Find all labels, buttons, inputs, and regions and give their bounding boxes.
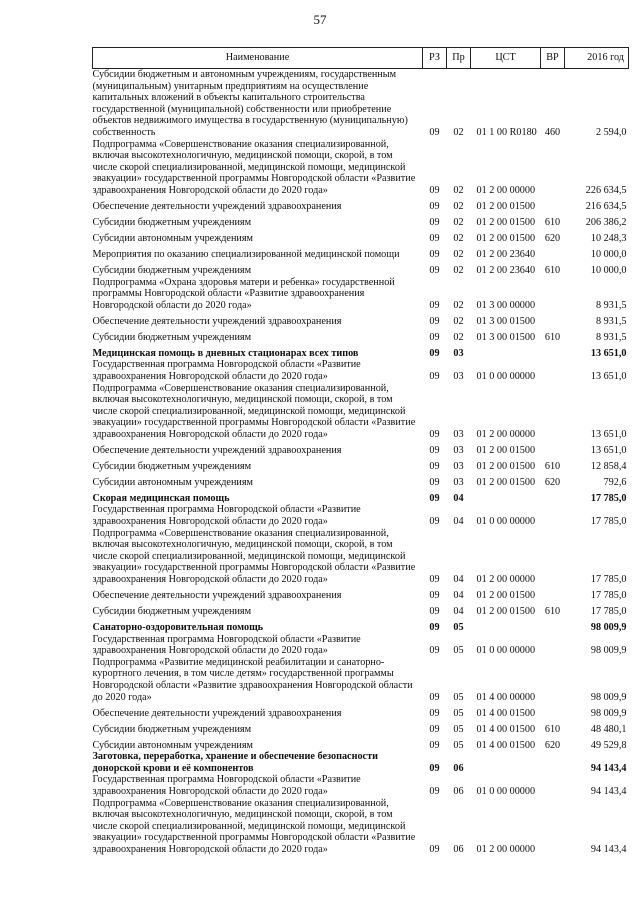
row-pr: 06 — [453, 785, 464, 797]
row-cst: 01 2 00 01500 — [476, 460, 536, 472]
row-rz: 09 — [429, 476, 440, 488]
row-cst: 01 2 00 01500 — [476, 606, 536, 618]
row-amount: 10 248,3 — [590, 232, 627, 244]
row-name: Субсидии автономным учреждениям — [92, 476, 253, 488]
table-row — [93, 774, 629, 797]
row-amount: 10 000,0 — [590, 248, 627, 260]
row-pr: 05 — [453, 691, 464, 703]
table-row — [93, 618, 629, 634]
row-cst: 01 3 00 00000 — [476, 299, 536, 311]
table-row — [93, 197, 629, 213]
row-name: Скорая медицинская помощь — [92, 492, 230, 504]
row-rz: 09 — [429, 347, 440, 359]
row-amount: 206 386,2 — [585, 216, 627, 228]
row-vr: 460 — [544, 126, 561, 138]
row-name: Санаторно-оздоровительная помощь — [92, 622, 264, 634]
row-vr: 610 — [544, 331, 561, 343]
table-row — [93, 528, 629, 586]
row-rz: 09 — [429, 516, 440, 528]
row-rz: 09 — [429, 492, 440, 504]
row-cst: 01 0 00 00000 — [476, 785, 536, 797]
row-pr: 03 — [453, 370, 464, 382]
row-cst: 01 1 00 R0180 — [476, 126, 537, 138]
row-pr: 02 — [453, 248, 464, 260]
row-rz: 09 — [429, 126, 440, 138]
row-pr: 02 — [453, 232, 464, 244]
row-pr: 06 — [453, 762, 464, 774]
table-row — [93, 488, 629, 504]
row-amount: 98 009,9 — [590, 707, 627, 719]
row-cst: 01 2 00 00000 — [476, 843, 536, 855]
row-vr — [541, 703, 565, 719]
row-cst: 01 2 00 00000 — [476, 428, 536, 440]
row-cst: 01 0 00 00000 — [476, 516, 536, 528]
row-pr: 05 — [453, 739, 464, 751]
table-row — [93, 735, 629, 751]
row-rz: 09 — [429, 460, 440, 472]
row-vr — [541, 311, 565, 327]
row-name: Обеспечение деятельности учреждений здравоохранения — [92, 707, 342, 719]
row-name: Субсидии автономным учреждениям — [92, 232, 253, 244]
table-row — [93, 277, 629, 312]
table-row — [93, 703, 629, 719]
row-pr: 02 — [453, 200, 464, 212]
table-row — [93, 213, 629, 229]
row-amount: 216 634,5 — [585, 200, 627, 212]
table-row — [93, 69, 629, 139]
row-amount: 13 651,0 — [590, 444, 627, 456]
table-row — [93, 139, 629, 197]
row-cst: 01 2 00 01500 — [476, 590, 536, 602]
row-amount: 94 143,4 — [590, 843, 627, 855]
row-pr: 05 — [453, 645, 464, 657]
column-header-rz: РЗ — [423, 48, 447, 69]
row-vr — [541, 586, 565, 602]
row-vr — [541, 528, 565, 586]
table-header — [93, 48, 629, 69]
row-pr: 03 — [453, 460, 464, 472]
row-rz: 09 — [429, 739, 440, 751]
row-vr — [541, 657, 565, 703]
row-rz: 09 — [429, 574, 440, 586]
row-pr: 04 — [453, 590, 464, 602]
row-pr: 04 — [453, 574, 464, 586]
column-header-cst: ЦСТ — [471, 48, 541, 69]
budget-table — [92, 47, 629, 856]
row-vr — [541, 774, 565, 797]
table-row — [93, 602, 629, 618]
row-rz: 09 — [429, 590, 440, 602]
row-cst: 01 2 00 23640 — [476, 264, 536, 276]
row-cst: 01 4 00 01500 — [476, 723, 536, 735]
row-amount: 17 785,0 — [590, 492, 627, 504]
row-pr: 05 — [453, 707, 464, 719]
row-name: Подпрограмма «Совершенствование оказания специализированной, включая высокотехнологичную, медицинской помощи, скорой, в том числе скорой специализированной, медицинской помощи, медицинской эвакуации» государственной программы Новгородской области «Развитие здравоохранения Новгородской области до 2020 года» — [92, 527, 416, 586]
row-rz: 09 — [429, 645, 440, 657]
row-vr — [541, 383, 565, 441]
row-amount: 12 858,4 — [590, 460, 627, 472]
row-pr: 03 — [453, 476, 464, 488]
row-rz: 09 — [429, 370, 440, 382]
row-amount: 8 931,5 — [595, 299, 627, 311]
row-amount: 13 651,0 — [590, 428, 627, 440]
row-vr: 610 — [544, 460, 561, 472]
row-rz: 09 — [429, 428, 440, 440]
row-name: Обеспечение деятельности учреждений здравоохранения — [92, 200, 342, 212]
row-amount: 792,6 — [603, 476, 627, 488]
row-vr — [541, 197, 565, 213]
row-cst: 01 2 00 01500 — [476, 200, 536, 212]
page-number: 57 — [313, 12, 327, 27]
row-name: Подпрограмма «Охрана здоровья матери и ребенка» государственной программы Новгородской области «Развитие здравоохранения Новгородской области до 2020 года» — [92, 276, 395, 311]
row-name: Субсидии бюджетным учреждениям — [92, 216, 252, 228]
row-name: Государственная программа Новгородской области «Развитие здравоохранения Новгородской области до 2020 года» — [92, 633, 361, 657]
row-pr: 03 — [453, 428, 464, 440]
table-row — [93, 456, 629, 472]
row-name: Подпрограмма «Совершенствование оказания специализированной, включая высокотехнологичную, медицинской помощи, скорой, в том числе скорой специализированной, медицинской помощи, медицинской эвакуации» государственной программы Новгородской области «Развитие здравоохранения Новгородской области до 2020 года» — [92, 382, 416, 440]
row-vr — [541, 139, 565, 197]
row-amount: 2 594,0 — [595, 126, 627, 138]
row-name: Субсидии бюджетным и автономным учреждениям, государственным (муниципальным) унитарным предприятиям на осуществление капитальных вложений в объекты капитального строительства государственной (муниципальной) собственности или приобретение объектов недвижимого имущества в государственную (муниципальную) собственность — [92, 69, 408, 138]
row-cst: 01 4 00 00000 — [476, 691, 536, 703]
row-amount: 48 480,1 — [590, 723, 627, 735]
row-name: Обеспечение деятельности учреждений здравоохранения — [92, 444, 342, 456]
row-pr: 02 — [453, 299, 464, 311]
row-name: Обеспечение деятельности учреждений здравоохранения — [92, 590, 342, 602]
row-rz: 09 — [429, 299, 440, 311]
table-row — [93, 440, 629, 456]
row-cst: 01 2 00 00000 — [476, 574, 536, 586]
row-amount: 8 931,5 — [595, 331, 627, 343]
row-vr: 610 — [544, 723, 561, 735]
row-rz: 09 — [429, 315, 440, 327]
row-rz: 09 — [429, 762, 440, 774]
table-row — [93, 751, 629, 774]
table-row — [93, 311, 629, 327]
row-vr: 610 — [544, 606, 561, 618]
row-pr: 04 — [453, 516, 464, 528]
row-cst: 01 3 00 01500 — [476, 331, 536, 343]
table-row — [93, 261, 629, 277]
row-cst: 01 2 00 01500 — [476, 476, 536, 488]
row-rz: 09 — [429, 622, 440, 634]
row-pr: 04 — [453, 492, 464, 504]
row-rz: 09 — [429, 723, 440, 735]
column-header-pr: Пр — [447, 48, 471, 69]
row-amount: 98 009,9 — [590, 691, 627, 703]
row-cst: 01 4 00 01500 — [476, 707, 536, 719]
row-name: Подпрограмма «Совершенствование оказания специализированной, включая высокотехнологичную, медицинской помощи, скорой, в том числе скорой специализированной, медицинской помощи, медицинской эвакуации» государственной программы Новгородской области «Развитие здравоохранения Новгородской области до 2020 года» — [92, 138, 416, 196]
row-vr — [541, 798, 565, 856]
row-pr: 03 — [453, 444, 464, 456]
row-name: Государственная программа Новгородской области «Развитие здравоохранения Новгородской области до 2020 года» — [92, 774, 361, 797]
row-pr: 06 — [453, 843, 464, 855]
row-name: Государственная программа Новгородской области «Развитие здравоохранения Новгородской области до 2020 года» — [92, 504, 361, 528]
row-amount: 13 651,0 — [590, 347, 627, 359]
table-row — [93, 343, 629, 359]
row-name: Подпрограмма «Развитие медицинской реабилитации и санаторно-курортного лечения, в том числе детям» государственной программы Новгородской области «Развитие здравоохранения Новгородской области до 2020 года» — [92, 656, 413, 703]
row-pr: 02 — [453, 216, 464, 228]
row-cst: 01 3 00 01500 — [476, 315, 536, 327]
row-pr: 02 — [453, 184, 464, 196]
row-amount: 49 529,8 — [590, 739, 627, 751]
row-name: Субсидии бюджетным учреждениям — [92, 331, 252, 343]
row-pr: 02 — [453, 315, 464, 327]
column-header-name: Наименование — [93, 48, 423, 69]
row-pr: 02 — [453, 126, 464, 138]
table-row — [93, 504, 629, 527]
row-pr: 02 — [453, 264, 464, 276]
row-name: Заготовка, переработка, хранение и обеспечение безопасности донорской крови и её компонентов — [92, 751, 378, 774]
row-rz: 09 — [429, 331, 440, 343]
row-rz: 09 — [429, 248, 440, 260]
row-vr — [541, 634, 565, 657]
row-cst: 01 2 00 23640 — [476, 248, 536, 260]
row-cst — [471, 618, 541, 634]
row-cst: 01 0 00 00000 — [476, 645, 536, 657]
table-row — [93, 229, 629, 245]
row-amount: 226 634,5 — [585, 184, 627, 196]
row-cst: 01 2 00 00000 — [476, 184, 536, 196]
row-amount: 17 785,0 — [590, 516, 627, 528]
row-vr — [541, 504, 565, 527]
row-rz: 09 — [429, 691, 440, 703]
table-row — [93, 719, 629, 735]
row-rz: 09 — [429, 184, 440, 196]
table-row — [93, 245, 629, 261]
row-vr: 620 — [544, 232, 561, 244]
row-rz: 09 — [429, 707, 440, 719]
row-rz: 09 — [429, 843, 440, 855]
row-pr: 05 — [453, 622, 464, 634]
row-rz: 09 — [429, 785, 440, 797]
row-cst: 01 2 00 01500 — [476, 216, 536, 228]
table-row — [93, 472, 629, 488]
row-cst — [471, 488, 541, 504]
row-vr: 620 — [544, 476, 561, 488]
row-pr: 05 — [453, 723, 464, 735]
row-name: Субсидии бюджетным учреждениям — [92, 264, 252, 276]
table-row — [93, 586, 629, 602]
row-rz: 09 — [429, 606, 440, 618]
row-name: Медицинская помощь в дневных стационарах всех типов — [92, 347, 359, 359]
row-cst: 01 2 00 01500 — [476, 444, 536, 456]
row-amount: 17 785,0 — [590, 590, 627, 602]
row-cst — [471, 343, 541, 359]
row-vr — [541, 618, 565, 634]
table-row — [93, 634, 629, 657]
row-amount: 17 785,0 — [590, 574, 627, 586]
row-pr: 02 — [453, 331, 464, 343]
row-name: Субсидии бюджетным учреждениям — [92, 723, 252, 735]
row-name: Субсидии бюджетным учреждениям — [92, 606, 252, 618]
row-amount: 10 000,0 — [590, 264, 627, 276]
row-name: Государственная программа Новгородской области «Развитие здравоохранения Новгородской области до 2020 года» — [92, 359, 361, 382]
row-vr — [541, 343, 565, 359]
row-name: Обеспечение деятельности учреждений здравоохранения — [92, 315, 342, 327]
row-amount: 8 931,5 — [595, 315, 627, 327]
row-cst: 01 0 00 00000 — [476, 370, 536, 382]
table-body — [93, 69, 629, 856]
column-header-year: 2016 год — [565, 48, 629, 69]
row-amount: 98 009,9 — [590, 622, 627, 634]
table-row — [93, 798, 629, 856]
row-name: Мероприятия по оказанию специализированной медицинской помощи — [92, 248, 400, 260]
row-name: Субсидии автономным учреждениям — [92, 739, 253, 751]
row-amount: 98 009,9 — [590, 645, 627, 657]
row-rz: 09 — [429, 444, 440, 456]
row-vr — [541, 488, 565, 504]
row-rz: 09 — [429, 264, 440, 276]
row-cst — [471, 751, 541, 774]
table-row — [93, 383, 629, 441]
row-rz: 09 — [429, 200, 440, 212]
row-vr — [541, 277, 565, 312]
row-rz: 09 — [429, 232, 440, 244]
row-amount: 17 785,0 — [590, 606, 627, 618]
column-header-vr: ВР — [541, 48, 565, 69]
row-vr — [541, 359, 565, 382]
table-row — [93, 657, 629, 703]
table-row — [93, 359, 629, 382]
row-amount: 94 143,4 — [590, 762, 627, 774]
row-vr: 610 — [544, 264, 561, 276]
row-name: Подпрограмма «Совершенствование оказания специализированной, включая высокотехнологичную, медицинской помощи, скорой, в том числе скорой специализированной, медицинской помощи, медицинской эвакуации» государственной программы Новгородской области «Развитие здравоохранения Новгородской области до 2020 года» — [92, 797, 416, 855]
row-pr: 03 — [453, 347, 464, 359]
row-amount: 94 143,4 — [590, 785, 627, 797]
row-vr — [541, 440, 565, 456]
row-cst: 01 4 00 01500 — [476, 739, 536, 751]
row-vr: 620 — [544, 739, 561, 751]
row-amount: 13 651,0 — [590, 370, 627, 382]
row-cst: 01 2 00 01500 — [476, 232, 536, 244]
row-rz: 09 — [429, 216, 440, 228]
table-row — [93, 327, 629, 343]
row-vr — [541, 245, 565, 261]
row-pr: 04 — [453, 606, 464, 618]
row-vr: 610 — [544, 216, 561, 228]
row-name: Субсидии бюджетным учреждениям — [92, 460, 252, 472]
row-vr — [541, 751, 565, 774]
